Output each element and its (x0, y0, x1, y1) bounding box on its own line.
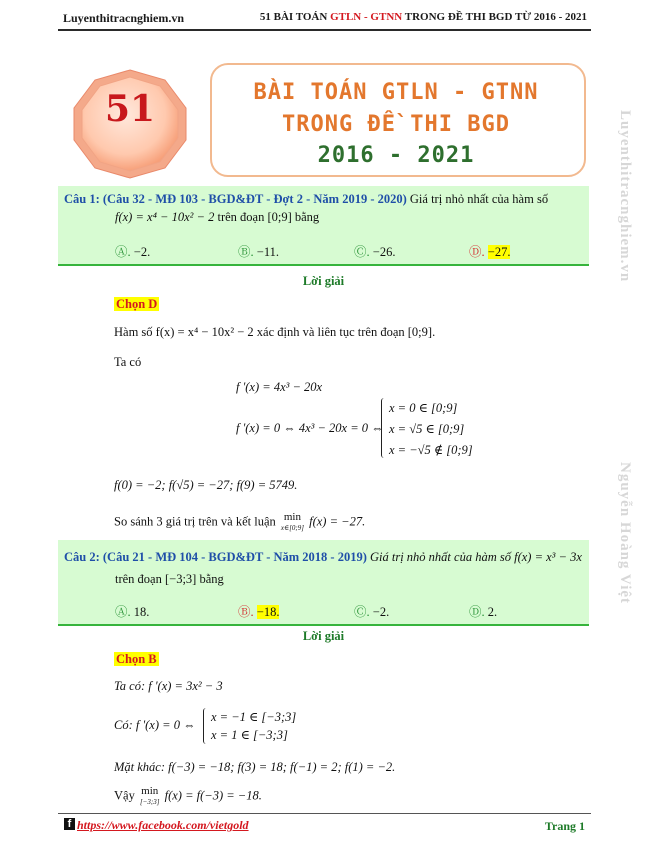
question-2-source: Câu 2: (Câu 21 - MĐ 104 - BGD&ĐT - Năm 2018 - 2019) (64, 550, 367, 564)
title-line-1: BÀI TOÁN GTLN - GTNN (253, 80, 539, 105)
q2-values: Mặt khác: f(−3) = −18; f(3) = 18; f(−1) = 2; f(1) = −2. (114, 760, 396, 774)
q2-option-a-letter: Ⓐ. (115, 605, 131, 619)
q1-step-2: Ta có (114, 355, 142, 369)
q2-option-c-letter: Ⓒ. (354, 605, 370, 619)
q1-option-b[interactable] (238, 242, 279, 260)
facebook-icon: f (64, 818, 75, 830)
q2-conclusion-pre: Vậy (114, 788, 135, 803)
q1-min-word: min (283, 511, 301, 523)
q2-solution-title: Lời giải (302, 629, 345, 643)
q2-min-word: min (141, 785, 159, 797)
title-dash: - (361, 11, 371, 23)
question-1-function-line (115, 208, 319, 226)
q2-case-2: x = 1 ∈ [−3;3] (211, 728, 288, 742)
q1-option-c-value: −26. (372, 245, 396, 259)
q2-option-a[interactable] (115, 602, 149, 620)
footer-divider (58, 813, 591, 814)
q2-option-c[interactable] (354, 602, 389, 620)
q1-option-d-letter: Ⓓ. (469, 245, 485, 259)
q1-option-b-value: −11. (256, 245, 279, 259)
header-divider (58, 29, 591, 31)
q2-step-1: Ta có: f '(x) = 3x² − 3 (114, 679, 223, 693)
q1-cases-brace (381, 398, 388, 458)
q2-option-d-value: 2. (487, 605, 498, 619)
q2-option-d-letter: Ⓓ. (469, 605, 485, 619)
q1-option-b-letter: Ⓑ. (238, 245, 254, 259)
site-name: Luyenthitracnghiem.vn (63, 11, 185, 25)
q1-solution-title: Lời giải (302, 274, 345, 288)
q1-option-d[interactable] (469, 242, 510, 260)
watermark-site: Luyenthitracnghiem.vn (617, 110, 633, 283)
q1-option-a-letter: Ⓐ. (115, 245, 131, 259)
page-number: Trang 1 (544, 819, 585, 833)
q2-min-subscript: [−3;3] (139, 798, 160, 806)
question-2-header (64, 548, 584, 566)
q1-choice (114, 297, 159, 312)
q2-choice-label: Chọn B (116, 652, 157, 666)
q1-option-c[interactable] (354, 242, 395, 260)
q1-step-1: Hàm số f(x) = x⁴ − 10x² − 2 xác định và liên tục trên đoạn [0;9]. (114, 325, 436, 339)
q2-choice (114, 652, 159, 667)
question-2-stem: Giá trị nhỏ nhất của hàm số f(x) = x³ − 3x (370, 550, 582, 564)
title-prefix: 51 BÀI TOÁN (259, 11, 331, 23)
question-1-interval: trên đoạn [0;9] bằng (217, 210, 320, 224)
q1-conclusion-post: f(x) = −27. (309, 514, 366, 529)
q1-min-subscript: x∈[0;9] (280, 524, 304, 532)
question-1-function: f(x) = x⁴ − 10x² − 2 (115, 210, 215, 224)
q2-cases-brace (203, 708, 210, 744)
q1-conclusion (114, 512, 365, 533)
q2-option-a-value: 18. (133, 605, 150, 619)
q2-option-b[interactable] (238, 602, 279, 620)
q1-conclusion-pre: So sánh 3 giá trị trên và kết luận (114, 514, 276, 529)
title-line-3: 2016 - 2021 (317, 143, 475, 168)
q1-choice-label: Chọn D (116, 297, 158, 311)
q2-option-b-value: −18. (256, 605, 280, 619)
facebook-link[interactable]: https://www.facebook.com/vietgold (77, 818, 249, 832)
question-1-source: Câu 1: (Câu 32 - MĐ 103 - BGD&ĐT - Đợt 2 - Năm 2019 - 2020) (64, 192, 407, 206)
q1-case-3: x = −√5 ∉ [0;9] (389, 443, 473, 457)
q2-case-1: x = −1 ∈ [−3;3] (211, 710, 297, 724)
q2-option-b-letter: Ⓑ. (238, 605, 254, 619)
watermark-author: Nguyễn Hoàng Việt (617, 462, 633, 605)
title-gtln: GTLN (330, 11, 362, 23)
q1-option-c-letter: Ⓒ. (354, 245, 370, 259)
question-1-stem: Giá trị nhỏ nhất của hàm số (409, 192, 549, 206)
q1-min-operator (281, 512, 304, 533)
q1-option-a-value: −2. (133, 245, 151, 259)
q1-derivative: f '(x) = 4x³ − 20x (236, 380, 323, 394)
title-gtnn: GTNN (370, 11, 403, 23)
title-suffix: TRONG ĐỀ THI BGD TỪ 2016 - 2021 (402, 11, 587, 23)
q2-step-2: Có: f '(x) = 0 ⇔ (114, 718, 196, 732)
q1-option-a[interactable] (115, 242, 150, 260)
badge-number: 51 (104, 88, 156, 130)
title-line-2: TRONG ĐỀ THI BGD (282, 112, 510, 137)
question-2-interval: trên đoạn [−3;3] bằng (115, 572, 224, 586)
q1-case-2: x = √5 ∈ [0;9] (389, 422, 465, 436)
q2-conclusion-post: f(x) = f(−3) = −18. (164, 788, 262, 803)
q1-case-1: x = 0 ∈ [0;9] (389, 401, 458, 415)
document-title (260, 11, 587, 23)
q1-values: f(0) = −2; f(√5) = −27; f(9) = 5749. (114, 478, 298, 492)
q2-option-c-value: −2. (372, 605, 390, 619)
q2-option-d[interactable] (469, 602, 497, 620)
q1-critical-eq: f '(x) = 0 ⇔ 4x³ − 20x = 0 ⇔ (236, 421, 384, 435)
q1-option-d-value: −27. (487, 245, 511, 259)
q2-min-operator (140, 786, 160, 807)
question-1-header (64, 190, 584, 208)
q2-conclusion (114, 786, 262, 807)
